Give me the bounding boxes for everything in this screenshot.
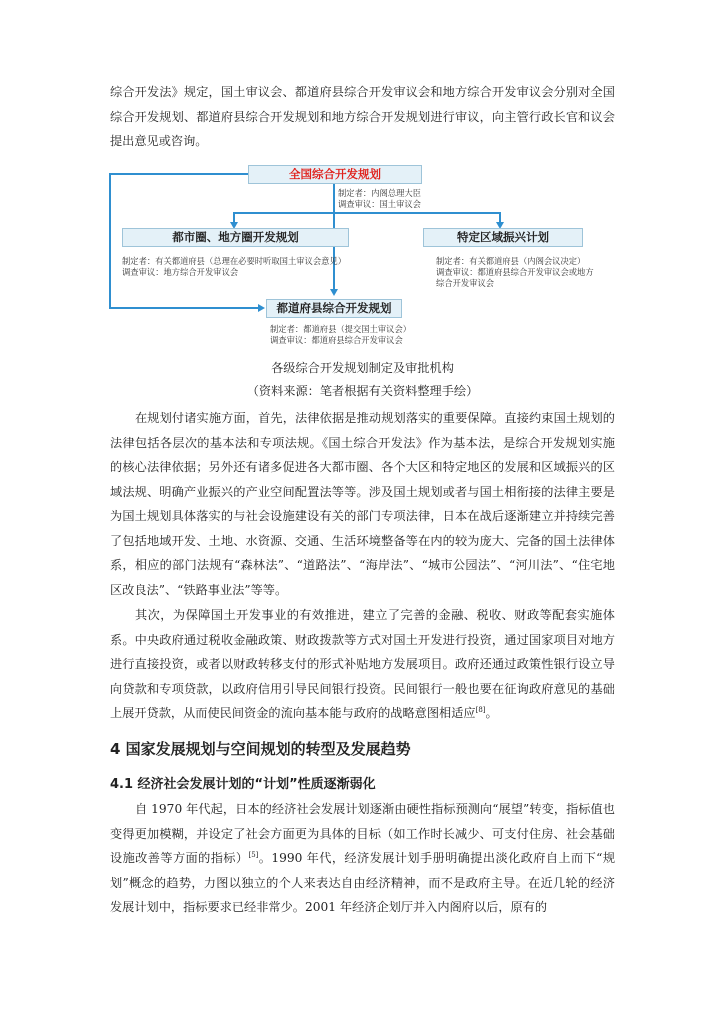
national-plan-maker: 制定者：内阁总理大臣 xyxy=(338,188,421,198)
special-plan-review-1: 调查审议：都道府县综合开发审议会或地方 xyxy=(436,267,594,277)
intro-paragraph: 综合开发法》规定，国土审议会、都道府县综合开发审议会和地方综合开发审议会分别对全国综合开发规划、都道府县综合开发规划和地方综合开发规划进行审议，向主管行政长官和议会提出意见或咨询。 xyxy=(110,85,615,148)
prefecture-plan-box: 都道府县综合开发规划 xyxy=(266,299,402,318)
figure-caption: 各级综合开发规划制定及审批机构 xyxy=(271,361,454,375)
connector-bottom-left xyxy=(109,307,259,309)
national-plan-box: 全国综合开发规划 xyxy=(248,165,422,184)
arrow-to-prefecture-down xyxy=(330,289,338,296)
metro-plan-maker: 制定者：有关都道府县（总理在必要时听取国土审议会意见） xyxy=(122,256,347,266)
special-plan-box: 特定区域振兴计划 xyxy=(423,228,583,247)
national-plan-review: 调查审议：国土审议会 xyxy=(338,199,421,209)
arrow-to-prefecture xyxy=(258,304,265,312)
special-plan-maker: 制定者：有关都道府县（内阁会议决定） xyxy=(436,256,586,266)
paragraph-section-4-1 xyxy=(110,797,615,920)
prefecture-plan-review: 调查审议：都道府县综合开发审议会 xyxy=(270,335,403,345)
special-plan-review-2: 综合开发审议会 xyxy=(436,278,495,288)
figure-source: （资料来源：笔者根据有关资料整理手绘） xyxy=(246,384,479,398)
paragraph-law: 在规划付诸实施方面，首先，法律依据是推动规划落实的重要保障。直接约束国土规划的法律包括各层次的基本法和专项法规。《国土综合开发法》作为基本法，是综合开发规划实施的核心法律依据；另外还有诸多促进各大都市圈、各个大区和特定地区的发展和区域振兴的区域法规、明确产业振兴的产业空间配置法等等。涉及国土规划或者与国土相衔接的法律主要是为国土规划具体落实的与社会设施建设有关的部门专项法律，日本在战后逐渐建立并持续完善了包括地域开发、土地、水资源、交通、生活环境整备等在内的较为庞大、完备的国土法律体系，相应的部门法规有“森林法”、“道路法”、“海岸法”、“城市公园法”、“河川法”、“住宅地区改良法”、“铁路事业法”等等。 xyxy=(110,411,615,597)
connector-to-prefecture xyxy=(333,214,335,290)
metro-plan-review: 调查审议：地方综合开发审议会 xyxy=(122,267,239,277)
citation-8: [8] xyxy=(475,705,486,714)
paragraph-finance-end: 。 xyxy=(485,706,498,720)
connector-top-left xyxy=(109,173,248,175)
connector-horizontal-split xyxy=(233,212,501,214)
paragraph-finance-text: 其次，为保障国土开发事业的有效推进，建立了完善的金融、税收、财政等配套实施体系。中央政府通过税收金融政策、财政拨款等方式对国土开发进行投资，通过国家项目对地方进行直接投资，或者以财政转移支付的形式补贴地方发展项目。政府还通过政策性银行设立导向贷款和专项贷款，以政府信用引导民间银行投资。民间银行一般也要在征询政府意见的基础上展开贷款，从而使民间资金的流向基本能与政府的战略意图相适应 xyxy=(110,608,615,720)
paragraph-section-4-1-part1: 自 1970 年代起，日本的经济社会发展计划逐渐由硬性指标预测向“展望”转变，指标值也变得更加模糊，并设定了社会方面更为具体的目标（如工作时长减少、可支付住房、社会基础设施改善等方面的指标） xyxy=(110,802,615,865)
metro-plan-box: 都市圈、地方圈开发规划 xyxy=(122,228,349,247)
paragraph-finance xyxy=(110,603,615,726)
paragraph-section-4-1-part2: 。1990 年代，经济发展计划手册明确提出淡化政府自上而下“规划”概念的趋势，力图以独立的个人来表达自由经济精神，而不是政府主导。在近几轮的经济发展计划中，指标要求已经非常少。2001 年经济企划厅并入内阁府以后，原有的 xyxy=(110,851,616,914)
citation-5: [5] xyxy=(248,850,259,859)
connector-left-vertical xyxy=(109,173,111,308)
prefecture-plan-maker: 制定者：都道府县（提交国土审议会） xyxy=(270,324,412,334)
section-4-heading: 4 国家发展规划与空间规划的转型及发展趋势 xyxy=(110,740,411,758)
connector-national-down xyxy=(333,183,335,212)
section-4-1-heading: 4.1 经济社会发展计划的“计划”性质逐渐弱化 xyxy=(110,777,376,792)
